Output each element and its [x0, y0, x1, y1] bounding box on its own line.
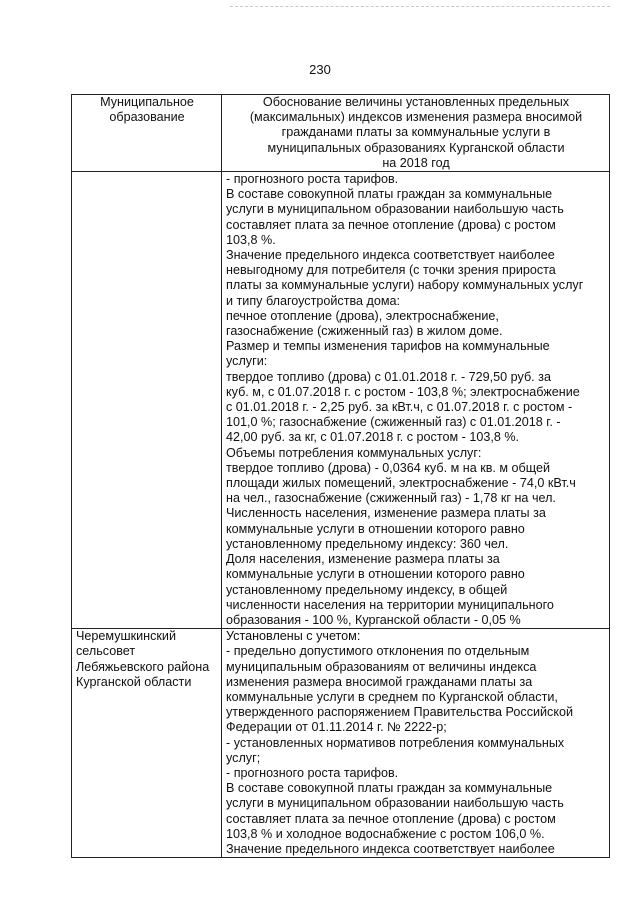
- text-line: образования - 100 %, Курганской области - 0,05 %: [226, 612, 521, 627]
- text-line: Лебяжьевского района: [76, 659, 210, 674]
- text-line: куб. м, с 01.07.2018 г. с ростом - 103,8 %; электроснабжение: [226, 384, 580, 399]
- text-line: утвержденного распоряжением Правительства Российской: [226, 705, 574, 720]
- text-line: Значение предельного индекса соответствует наиболее: [226, 841, 555, 856]
- text-line: и типу благоустройства дома:: [226, 293, 401, 308]
- text-line: услуги:: [226, 354, 268, 369]
- text-line: коммунальные услуги в среднем по Курганской области,: [226, 689, 558, 704]
- text-line: газоснабжение (сжиженный газ) в жилом доме.: [226, 324, 503, 339]
- text-line: гражданами платы за коммунальные услуги в: [281, 125, 551, 140]
- row1-municipality: [72, 172, 222, 629]
- text-line: платы за коммунальные услуги) набору коммунальных услуг: [226, 278, 584, 293]
- text-line: составляет плата за печное отопление (дрова) с ростом: [226, 811, 556, 826]
- header-justification: [222, 95, 610, 172]
- text-line: - установленных нормативов потребления коммунальных: [226, 735, 565, 750]
- text-line: услуги в муниципальном образовании наибольшую часть: [226, 202, 564, 217]
- text-line: - предельно допустимого отклонения по отдельным: [226, 644, 530, 659]
- text-line: муниципальных образованиях Курганской области: [267, 140, 565, 155]
- text-line: твердое топливо (дрова) - 0,0364 куб. м на кв. м общей: [226, 460, 551, 475]
- text-line: Объемы потребления коммунальных услуг:: [226, 445, 482, 460]
- text-line: невыгодному для потребителя (с точки зрения прироста: [226, 263, 556, 278]
- text-line: В составе совокупной платы граждан за коммунальные: [226, 187, 553, 202]
- text-line: коммунальные услуги в отношении которого равно: [226, 521, 525, 536]
- text-line: Муниципальное: [100, 95, 194, 109]
- text-line: Обоснование величины установленных предельных: [262, 95, 570, 109]
- tariff-justification-table: [71, 94, 610, 858]
- text-line: Численность населения, изменение размера платы за: [226, 506, 546, 521]
- text-line: - прогнозного роста тарифов.: [226, 172, 399, 187]
- text-line: численности населения на территории муниципального: [226, 597, 554, 612]
- text-line: Значение предельного индекса соответствует наиболее: [226, 248, 555, 263]
- text-line: Федерации от 01.11.2014 г. № 2222-р;: [226, 720, 447, 735]
- scan-artifact-line: [230, 6, 610, 7]
- text-line: сельсовет: [76, 644, 136, 659]
- text-line: на чел., газоснабжение (сжиженный газ) - 1,78 кг на чел.: [226, 491, 556, 506]
- text-line: Курганской области: [76, 674, 192, 689]
- text-line: образование: [109, 110, 185, 125]
- text-line: Черемушкинский: [76, 629, 176, 644]
- text-line: на 2018 год: [382, 155, 450, 170]
- text-line: составляет плата за печное отопление (дрова) с ростом: [226, 217, 556, 232]
- text-line: Установлены с учетом:: [226, 629, 361, 644]
- text-line: муниципальным образованиям от величины индекса: [226, 659, 537, 674]
- row1-justification-text: [222, 172, 610, 629]
- text-line: услуг;: [226, 750, 261, 765]
- text-line: Доля населения, изменение размера платы за: [226, 552, 500, 567]
- text-line: 103,8 %.: [226, 232, 276, 247]
- text-line: изменения размера вносимой гражданами платы за: [226, 674, 533, 689]
- text-line: установленному предельному индексу: 360 чел.: [226, 536, 509, 551]
- table-row: [72, 172, 610, 629]
- text-line: услуги в муниципальном образовании наибольшую часть: [226, 796, 564, 811]
- header-municipality: [72, 95, 222, 172]
- text-line: коммунальные услуги в отношении которого равно: [226, 567, 525, 582]
- text-line: В составе совокупной платы граждан за коммунальные: [226, 781, 553, 796]
- table-row: [72, 629, 610, 858]
- text-line: Размер и темпы изменения тарифов на коммунальные: [226, 339, 550, 354]
- text-line: (максимальных) индексов изменения размера вносимой: [249, 110, 583, 125]
- text-line: 103,8 % и холодное водоснабжение с ростом 106,0 %.: [226, 826, 545, 841]
- text-line: печное отопление (дрова), электроснабжение,: [226, 308, 499, 323]
- text-line: установленному предельному индексу, в общей: [226, 582, 508, 597]
- text-line: твердое топливо (дрова) с 01.01.2018 г. - 729,50 руб. за: [226, 369, 551, 384]
- text-line: 42,00 руб. за кг, с 01.07.2018 г. с ростом - 103,8 %.: [226, 430, 520, 445]
- text-line: - прогнозного роста тарифов.: [226, 765, 399, 780]
- text-line: с 01.01.2018 г. - 2,25 руб. за кВт.ч, с 01.07.2018 г. с ростом -: [226, 400, 573, 415]
- text-line: площади жилых помещений, электроснабжение - 74,0 кВт.ч: [226, 476, 576, 491]
- row2-justification-text: [222, 629, 610, 858]
- page-number: 230: [309, 62, 331, 77]
- row2-municipality: [72, 629, 222, 858]
- text-line: 101,0 %; газоснабжение (сжиженный газ) с 01.01.2018 г. -: [226, 415, 561, 430]
- table-header-row: [72, 95, 610, 172]
